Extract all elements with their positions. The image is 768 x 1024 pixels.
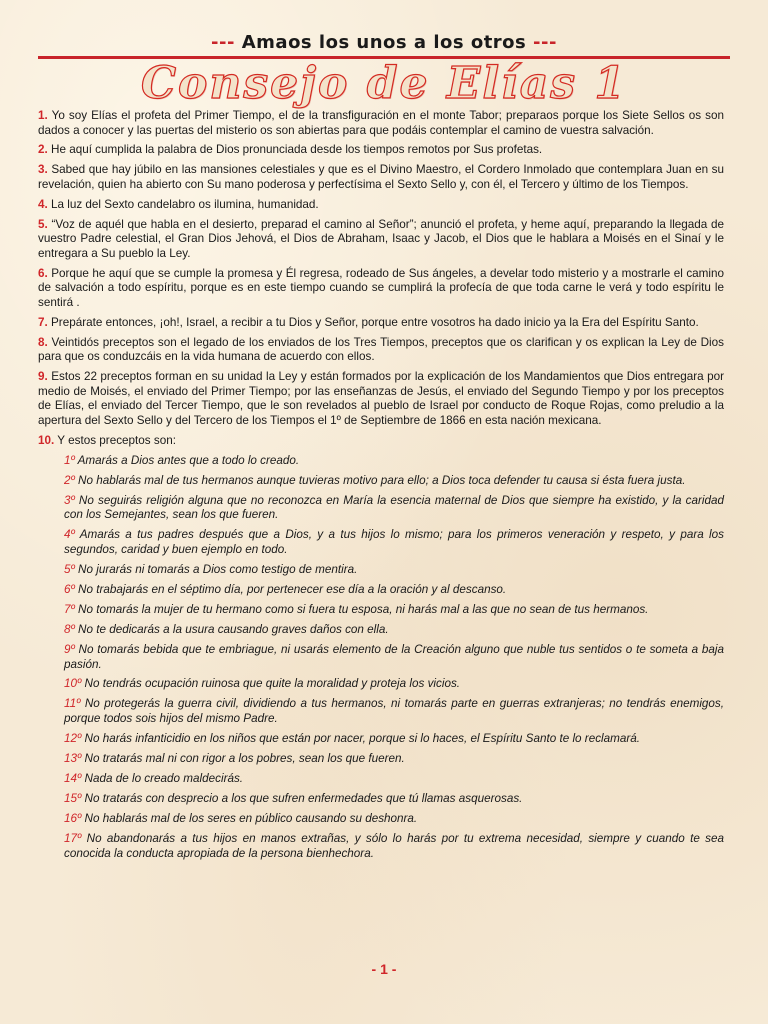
precept-number: 13º bbox=[64, 752, 82, 766]
paragraph bbox=[38, 267, 724, 311]
precept-text: No protegerás la guerra civil, dividiendo a tus hermanos, ni tomarás parte en guerras extranjeras; no tendrás enemigos, porque todos sois hijos del mismo Padre. bbox=[64, 697, 725, 726]
precept-text: No te dedicarás a la usura causando graves daños con ella. bbox=[78, 622, 389, 636]
precept-number: 4º bbox=[64, 528, 75, 542]
precept-text: No seguirás religión alguna que no reconozca en María la esencia maternal de Dios que siempre ha existido, y la caridad con los Semejantes, sean los que fueren. bbox=[64, 493, 724, 522]
header-text: Amaos los unos a los otros bbox=[241, 32, 527, 53]
paragraph-text: Veintidós preceptos son el legado de los enviados de los Tres Tiempos, preceptos que os clarifican y os explican la Ley de Dios para que os conduzcáis en la vida humana de acuerdo con ellos. bbox=[38, 335, 724, 364]
precept-text: No harás infanticidio en los niños que están por nacer, porque si lo haces, el Espíritu Santo te lo reclamará. bbox=[84, 732, 641, 746]
precept-number: 14º bbox=[64, 772, 82, 786]
precept-item bbox=[64, 812, 724, 827]
paragraph-text: “Voz de aquél que habla en el desierto, preparad el camino al Señor”; anunció el profeta, y heme aquí, preparando la llegada de vuestro Padre celestial, el Gran Dios Jehová, el Dios de Abraham, Isaac y Jacob, el Dios que le hablara a Moisés en el Sinaí y le entregara a Su pueblo la Ley. bbox=[38, 217, 724, 260]
paragraph bbox=[38, 434, 724, 449]
precept-number: 10º bbox=[64, 677, 82, 691]
precept-item bbox=[64, 583, 724, 598]
header-banner bbox=[211, 32, 557, 53]
precept-text: No tomarás la mujer de tu hermano como si fuera tu esposa, ni harás mal a las que no sean de tus hermanos. bbox=[78, 602, 649, 616]
precept-number: 9º bbox=[64, 642, 75, 656]
precept-item bbox=[64, 677, 724, 692]
header-dash-left: --- bbox=[211, 32, 235, 53]
precept-text: Nada de lo creado maldecirás. bbox=[84, 772, 244, 786]
paragraph-text: Y estos preceptos son: bbox=[57, 433, 176, 447]
paragraph-number: 5. bbox=[38, 217, 48, 231]
precept-item bbox=[64, 643, 724, 672]
precept-number: 7º bbox=[64, 602, 75, 616]
precept-number: 17º bbox=[64, 831, 82, 845]
page-number: - 1 - bbox=[371, 961, 397, 977]
paragraph-number: 7. bbox=[38, 315, 48, 329]
paragraph-number: 6. bbox=[38, 266, 48, 280]
precept-text: Amarás a Dios antes que a todo lo creado. bbox=[77, 453, 300, 467]
precept-item bbox=[64, 832, 724, 861]
precept-number: 5º bbox=[64, 562, 75, 576]
precept-text: No jurarás ni tomarás a Dios como testigo de mentira. bbox=[78, 562, 358, 576]
precept-number: 11º bbox=[64, 697, 81, 711]
page-header bbox=[38, 30, 730, 59]
paragraph-text: Porque he aquí que se cumple la promesa y Él regresa, rodeado de Sus ángeles, a develar todo misterio y a mostrarle el camino de salvación a todo espíritu, porque es en este tiempo cuando se cumplirá la profecía de que toda carne le verá y todo espíritu le sentirá . bbox=[38, 266, 724, 310]
precept-text: No hablarás mal de los seres en público causando su deshonra. bbox=[84, 811, 418, 825]
paragraph-text: Sabed que hay júbilo en las mansiones celestiales y que es el Divino Maestro, el Cordero Inmolado que contemplara Juan en su revelación, quien ha abierto con Su mano poderosa y perfectísima el Sexto Sello y, con él, el Tercero y último de los Tiempos. bbox=[38, 163, 725, 191]
precept-text: No hablarás mal de tus hermanos aunque tuvieras motivo para ello; a Dios toca defender tu causa si ésta fuera justa. bbox=[78, 473, 686, 487]
header-dash-right: --- bbox=[533, 32, 557, 53]
paragraph bbox=[38, 143, 724, 158]
paragraph-number: 2. bbox=[38, 143, 48, 157]
precept-item bbox=[64, 792, 724, 807]
precept-item bbox=[64, 623, 724, 638]
precept-text: No tratarás mal ni con rigor a los pobres, sean los que fueren. bbox=[84, 752, 405, 766]
precept-text: No tendrás ocupación ruinosa que quite la moralidad y proteja los vicios. bbox=[84, 677, 461, 691]
precept-number: 12º bbox=[64, 732, 82, 746]
precept-number: 6º bbox=[64, 582, 75, 596]
precept-number: 1º bbox=[64, 453, 75, 467]
precept-item bbox=[64, 528, 724, 557]
paragraph-number: 1. bbox=[38, 109, 48, 122]
paragraph-number: 4. bbox=[38, 197, 48, 211]
precept-number: 15º bbox=[64, 792, 82, 805]
precept-text: No abandonarás a tus hijos en manos extrañas, y sólo lo harás por tu extrema necesidad, siempre y cuando te sea conocida la conducta apropiada de la persona bienhechora. bbox=[64, 831, 725, 860]
precept-text: No tratarás con desprecio a los que sufren enfermedades que tú llamas asquerosas. bbox=[84, 792, 523, 805]
precept-list bbox=[38, 454, 724, 861]
paragraph-text: Estos 22 preceptos forman en su unidad la Ley y están formados por la explicación de los Mandamientos que Dios entregara por medio de Moisés, el enviado del Primer Tiempo; por las enseñanzas de Jesús, el enviado del Segundo Tiempo y por los preceptos de Elías, el enviado del Tercer Tiempo, que le son revelados al pueblo de Israel por conducto de Roque Rojas, como preludio a la apertura del Sexto Sello y del Tercero de los Tiempos el 1º de Septiembre de 1866 en esta nación mexicana. bbox=[38, 370, 724, 428]
paragraph-text: He aquí cumplida la palabra de Dios pronunciada desde los tiempos remotos por Sus profetas. bbox=[51, 143, 543, 157]
precept-item bbox=[64, 772, 724, 787]
precept-item bbox=[64, 454, 724, 469]
paragraph-text: Yo soy Elías el profeta del Primer Tiempo, el de la transfiguración en el monte Tabor; preparaos porque los Siete Sellos os son dados a conocer y las puertas del misterio os son abiertas para que podáis contemplar el camino de vuestra salvación. bbox=[38, 109, 725, 137]
paragraph bbox=[38, 218, 724, 262]
paragraph-text: Prepárate entonces, ¡oh!, Israel, a recibir a tu Dios y Señor, porque entre vosotros ha dado inicio ya la Era del Espíritu Santo. bbox=[51, 315, 699, 329]
precept-item bbox=[64, 697, 724, 726]
precept-number: 3º bbox=[64, 493, 75, 507]
precept-number: 2º bbox=[64, 473, 75, 487]
page-title: Consejo de Elías 1 bbox=[141, 58, 627, 109]
precept-text: No tomarás bebida que te embriague, ni usarás elemento de la Creación alguno que nuble tus sentidos o te someta a baja pasión. bbox=[64, 642, 725, 671]
precept-item bbox=[64, 563, 724, 578]
precept-item bbox=[64, 732, 724, 747]
precept-text: No trabajarás en el séptimo día, por pertenecer ese día a la oración y al descanso. bbox=[78, 582, 507, 596]
precept-item bbox=[64, 752, 724, 767]
precept-item bbox=[64, 474, 724, 489]
precept-number: 16º bbox=[64, 811, 82, 825]
paragraph bbox=[38, 336, 724, 365]
paragraph-list bbox=[38, 109, 724, 449]
paragraph bbox=[38, 316, 724, 331]
precept-text: Amarás a tus padres después que a Dios, y a tus hijos lo mismo; para los primeros veneración y respeto, y para los segundos, caridad y buen ejemplo en todo. bbox=[64, 528, 724, 556]
paragraph-number: 3. bbox=[38, 163, 48, 177]
paragraph bbox=[38, 109, 724, 138]
paragraph-number: 9. bbox=[38, 370, 48, 384]
paragraph bbox=[38, 370, 724, 428]
paragraph-text: La luz del Sexto candelabro os ilumina, humanidad. bbox=[51, 197, 319, 211]
paragraph-number: 8. bbox=[38, 335, 48, 349]
paragraph-number: 10. bbox=[38, 433, 55, 447]
paragraph bbox=[38, 198, 724, 213]
paragraph bbox=[38, 163, 724, 192]
precept-item bbox=[64, 494, 724, 523]
document-body bbox=[38, 109, 724, 867]
precept-number: 8º bbox=[64, 622, 75, 636]
precept-item bbox=[64, 603, 724, 618]
